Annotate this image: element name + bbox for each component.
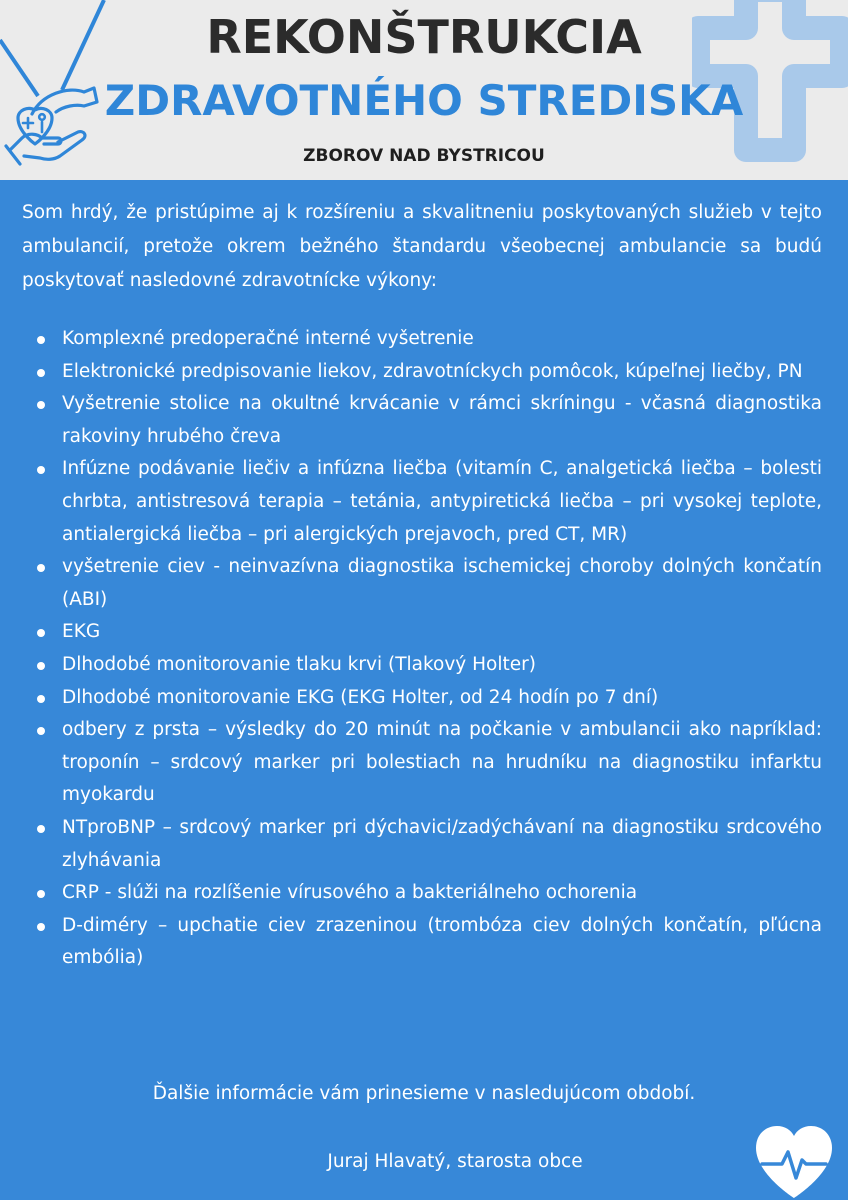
- list-item: Dlhodobé monitorovanie EKG (EKG Holter, od 24 hodín po 7 dní): [22, 682, 822, 715]
- list-item: Dlhodobé monitorovanie tlaku krvi (Tlakový Holter): [22, 649, 822, 682]
- list-item: NTproBNP – srdcový marker pri dýchavici/zadýchávaní na diagnostiku srdcového zlyhávania: [22, 812, 822, 877]
- list-item: Vyšetrenie stolice na okultné krvácanie v rámci skríningu - včasná diagnostika rakoviny hrubého čreva: [22, 388, 822, 453]
- closing-note: Ďalšie informácie vám prinesieme v nasledujúcom období.: [152, 1083, 696, 1104]
- list-item: vyšetrenie ciev - neinvazívna diagnostika ischemickej choroby dolných končatín (ABI): [22, 551, 822, 616]
- page-subtitle: ZDRAVOTNÉHO STREDISKA: [104, 76, 744, 125]
- signature: Juraj Hlavatý, starosta obce: [327, 1151, 583, 1172]
- list-item: CRP - slúži na rozlíšenie vírusového a bakteriálneho ochorenia: [22, 877, 822, 910]
- list-item: D-diméry – upchatie ciev zrazeninou (trombóza ciev dolných končatín, pľúcna embólia): [22, 910, 822, 975]
- page-title: REKONŠTRUKCIA: [206, 10, 642, 64]
- main-content: [0, 180, 848, 1200]
- list-item: Komplexné predoperačné interné vyšetrenie: [22, 323, 822, 356]
- intro-paragraph: Som hrdý, že pristúpime aj k rozšíreniu a skvalitneniu poskytovaných služieb v tejto ambulancií, pretože okrem bežného štandardu všeobecnej ambulancie sa budú poskytovať nasledovné zdravotnícke výkony:: [22, 202, 822, 291]
- list-item: Elektronické predpisovanie liekov, zdravotníckych pomôcok, kúpeľnej liečby, PN: [22, 356, 822, 389]
- list-item: Infúzne podávanie liečiv a infúzna liečba (vitamín C, analgetická liečba – bolesti chrbta, antistresová terapia – tetánia, antypiretická liečba – pri vysokej teplote, antialergická liečba – pri alergických prejavoch, pred CT, MR): [22, 453, 822, 551]
- list-item: odbery z prsta – výsledky do 20 minút na počkanie v ambulancii ako napríklad: troponín – srdcový marker pri bolestiach na hrudníku na diagnostiku infarktu myokardu: [22, 714, 822, 812]
- heart-pulse-icon: [752, 1124, 836, 1200]
- services-list: [22, 323, 822, 975]
- header: [0, 0, 848, 180]
- location-label: ZBOROV NAD BYSTRICOU: [303, 146, 545, 166]
- list-item: EKG: [22, 616, 822, 649]
